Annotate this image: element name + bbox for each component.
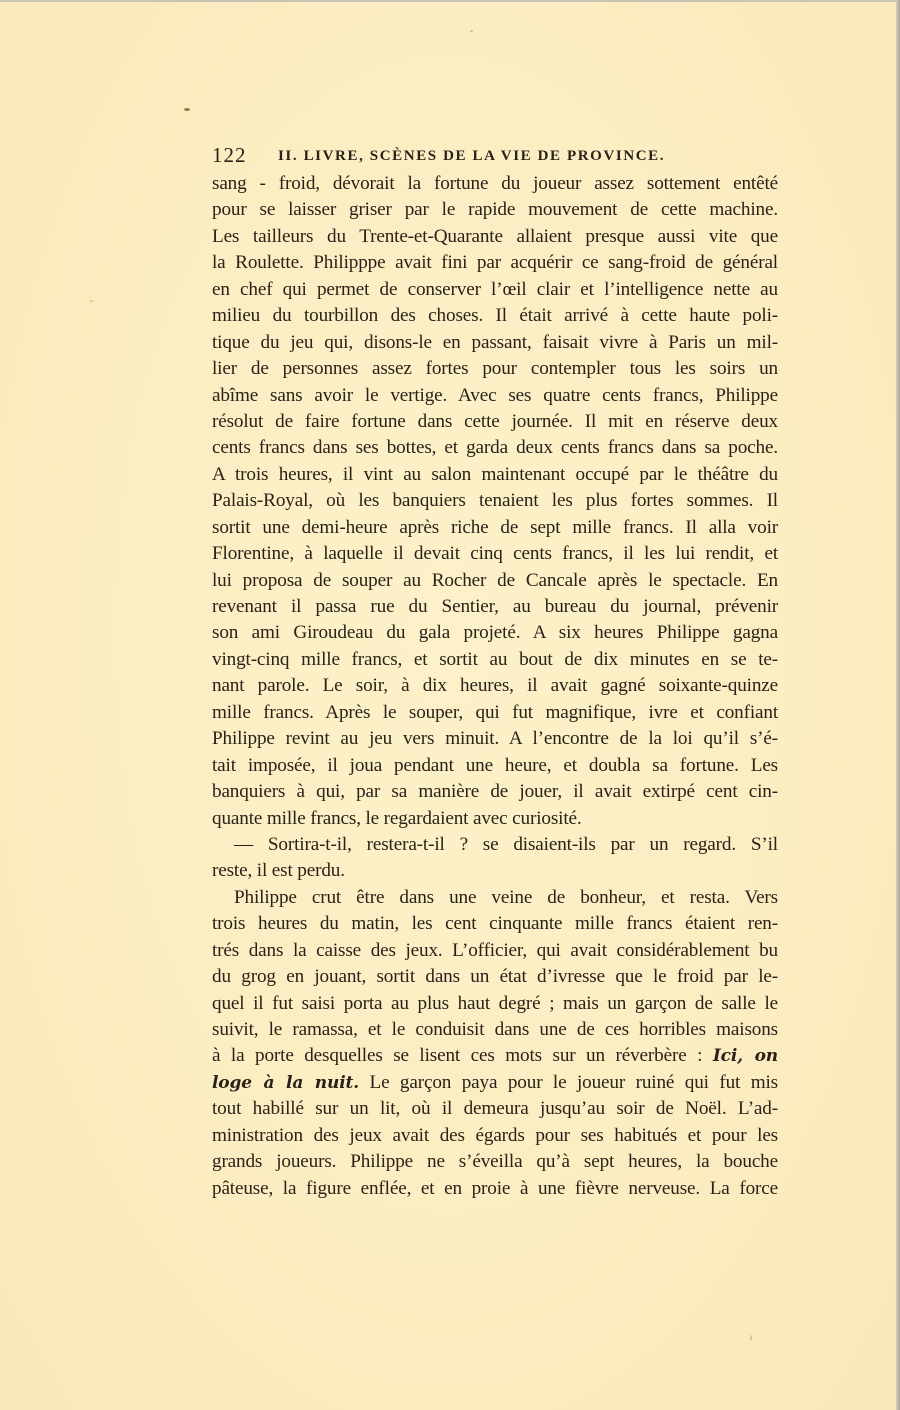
page-header <box>212 142 778 168</box>
text-line: ministration des jeux avait des égards pour ses habitués et pour les <box>212 1124 778 1146</box>
text-line: la Roulette. Philipppe avait fini par acquérir ce sang-froid de général <box>212 252 778 274</box>
text-line: reste, il est perdu. <box>212 860 345 882</box>
text-line: du grog en jouant, sortit dans un état d’ivresse que le froid par le- <box>212 966 778 988</box>
text-line: sortit une demi-heure après riche de sept mille francs. Il alla voir <box>212 516 778 538</box>
text-line: suivit, le ramassa, et le conduisit dans une de ces horribles maisons <box>212 1019 778 1040</box>
text-line: Philippe crut être dans une veine de bonheur, et resta. Vers <box>234 886 778 908</box>
text-line-roman: à la porte desquelles se lisent ces mots sur un réverbère : <box>212 1045 703 1067</box>
italic-quote: loge à la nuit. <box>212 1072 359 1093</box>
text-line: Florentine, à laquelle il devait cinq cents francs, il les lui rendit, et <box>212 543 778 565</box>
text-line: abîme sans avoir le vertige. Avec ses quatre cents francs, Philippe <box>212 384 778 406</box>
text-line: milieu du tourbillon des choses. Il était arrivé à cette haute poli- <box>212 305 778 327</box>
scan-top-edge <box>0 0 900 2</box>
text-line: Palais-Royal, où les banquiers tenaient les plus fortes sommes. Il <box>212 490 778 512</box>
text-line: tique du jeu qui, disons-le en passant, faisait vivre à Paris un mil- <box>212 331 778 353</box>
text-line: banquiers à qui, par sa manière de jouer, il avait extirpé cent cin- <box>212 781 778 803</box>
text-line: pour se laisser griser par le rapide mouvement de cette machine. <box>212 199 778 221</box>
text-line: en chef qui permet de conserver l’œil clair et l’intelligence nette au <box>212 278 778 300</box>
italic-quote: Ici, on <box>712 1046 779 1067</box>
scan-right-edge <box>896 0 900 1410</box>
text-line: nant parole. Le soir, à dix heures, il avait gagné soixante-quinze <box>212 675 778 697</box>
text-line: lier de personnes assez fortes pour contempler tous les soirs un <box>212 358 778 380</box>
paper-speck <box>184 108 190 111</box>
body-text <box>212 171 778 1202</box>
text-line: cents francs dans ses bottes, et garda deux cents francs dans sa poche. <box>212 437 778 459</box>
paper-speck <box>470 30 473 32</box>
text-line: pâteuse, la figure enflée, et en proie à une fièvre nerveuse. La force <box>212 1177 778 1199</box>
text-line: Philippe revint au jeu vers minuit. A l’encontre de la loi qu’il s’é- <box>212 728 778 750</box>
page-number: 122 <box>212 143 247 167</box>
text-line: quel il fut saisi porta au plus haut degré ; mais un garçon de salle le <box>212 992 778 1014</box>
text-line <box>212 1043 778 1069</box>
text-line: quante mille francs, le regardaient avec curiosité. <box>212 807 582 829</box>
text-line: Les tailleurs du Trente-et-Quarante allaient presque aussi vite que <box>212 225 778 247</box>
running-head: II. LIVRE, SCÈNES DE LA VIE DE PROVINCE. <box>278 148 666 164</box>
text-line: tout habillé sur un lit, où il demeura jusqu’au soir de Noël. L’ad- <box>212 1098 778 1120</box>
text-line: tait imposée, il joua pendant une heure, et doubla sa fortune. Les <box>212 754 778 776</box>
text-line-roman: Le garçon paya pour le joueur ruiné qui fut mis <box>369 1071 778 1093</box>
text-line: trés dans la caisse des jeux. L’officier, qui avait considérablement bu <box>212 939 778 961</box>
paper-speck <box>90 300 93 302</box>
text-line <box>212 1070 778 1096</box>
text-line: — Sortira-t-il, restera-t-il ? se disaient-ils par un regard. S’il <box>234 833 778 855</box>
text-line: A trois heures, il vint au salon maintenant occupé par le théâtre du <box>212 463 778 485</box>
text-line: trois heures du matin, les cent cinquante mille francs étaient ren- <box>212 913 778 935</box>
text-line: son ami Giroudeau du gala projeté. A six heures Philippe gagna <box>212 622 778 644</box>
text-line: grands joueurs. Philippe ne s’éveilla qu’à sept heures, la bouche <box>212 1151 778 1173</box>
text-line: revenant il passa rue du Sentier, au bureau du journal, prévenir <box>212 596 778 617</box>
text-line: vingt-cinq mille francs, et sortit au bout de dix minutes en se te- <box>212 648 778 670</box>
text-line: résolut de faire fortune dans cette journée. Il mit en réserve deux <box>212 410 778 432</box>
text-line: sang - froid, dévorait la fortune du joueur assez sottement entêté <box>212 173 778 194</box>
text-line: mille francs. Après le souper, qui fut magnifique, ivre et confiant <box>212 701 778 723</box>
text-line: lui proposa de souper au Rocher de Cancale après le spectacle. En <box>212 569 778 591</box>
paper-speck <box>750 1335 752 1341</box>
